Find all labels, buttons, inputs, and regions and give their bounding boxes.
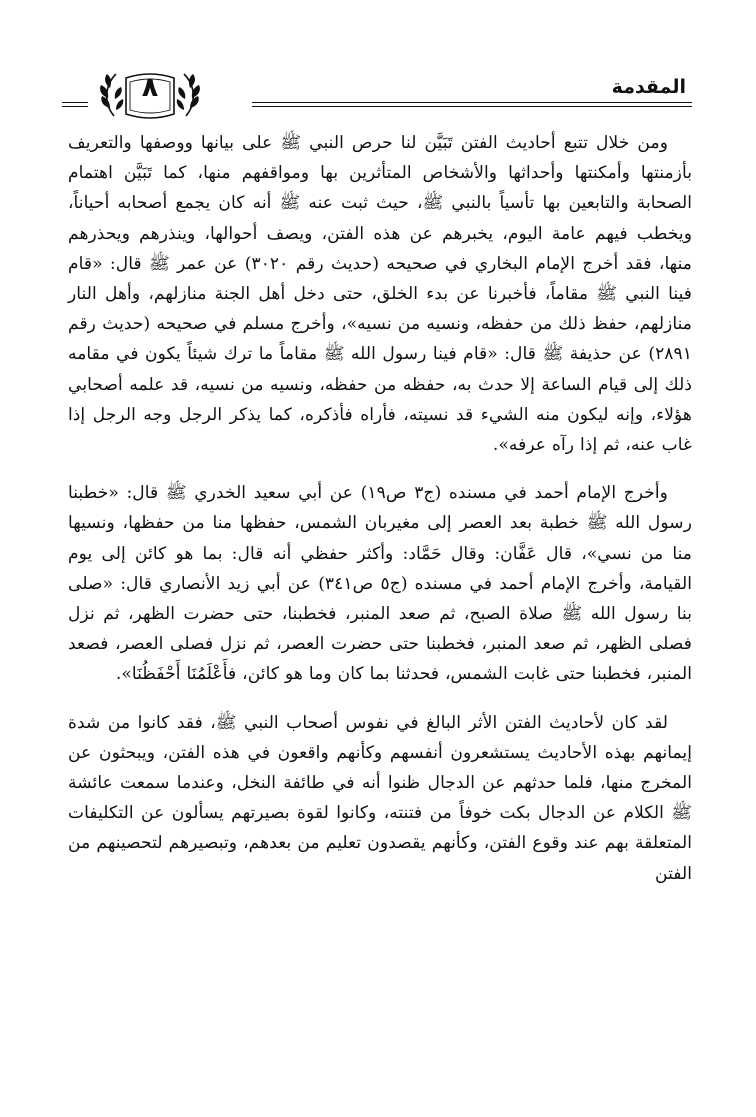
body-paragraph: ومن خلال تتبع أحاديث الفتن تَبَيَّن لنا حرص النبي ﷺ على بيانها ووصفها والتعريف بأزمنتها وأمكنتها وأحداثها والأشخاص المتأثرين بها ومواقفهم منها، كما تَبَيَّن اهتمام الصحابة والتابعين بها تأسياً بالنبي ﷺ، حيث ثبت عنه ﷺ أنه كان يجمع أصحابه أحياناً، ويخطب فيهم عامة اليوم، يخبرهم عن هذه الفتن، ويصف أحوالها، وينذرهم ويحذرهم منها، فقد أخرج الإمام البخاري في صحيحه (حديث رقم ٣٠٢٠) عن عمر ﷺ قال: «قام فينا النبي ﷺ مقاماً، فأخبرنا عن بدء الخلق، حتى دخل أهل الجنة منازلهم، وأهل النار منازلهم، حفظ ذلك من حفظه، ونسيه من نسيه»، وأخرج مسلم في صحيحه (حديث رقم ٢٨٩١) عن حذيفة ﷺ قال: «قام فينا رسول الله ﷺ مقاماً ما ترك شيئاً يكون في مقامه ذلك إلى قيام الساعة إلا حدث به، حفظه من حفظه، ونسيه من نسيه، قد علمه أصحابي هؤلاء، وإنه ليكون منه الشيء قد نسيته، فأراه فأذكره، كما يذكر الرجل وجه الرجل إذا غاب عنه، ثم إذا رآه عرفه».	[68, 133, 692, 456]
body-paragraph: لقد كان لأحاديث الفتن الأثر البالغ في نفوس أصحاب النبي ﷺ، فقد كانوا من شدة إيمانهم بهذه الأحاديث يستشعرون أنفسهم وكأنهم واقعون في هذه الفتن، ويبحثون عن المخرج منها، فلما حدثهم عن الدجال ظنوا أنه في طائفة النخل، وعندما سمعت عائشة ﷺ الكلام عن الدجال بكت خوفاً من فتنته، وكانوا لقوة بصيرتهم يسألون عن التكليفات المتعلقة بهم عند وقوع الفتن، وكأنهم يقصدون تعليم من بعدهم، وتبصيرهم لتحصينهم من الفتن	[68, 712, 692, 884]
body-paragraph: وأخرج الإمام أحمد في مسنده (ج٣ ص١٩) عن أبي سعيد الخدري ﷺ قال: «خطبنا رسول الله ﷺ خطبة بعد العصر إلى مغيربان الشمس، حفظها منا من حفظها، ونسيها منا من نسي»، قال عَفَّان: وقال حَمَّاد: وأكثر حفظي أنه قال: بما هو كائن إلى يوم القيامة، وأخرج الإمام أحمد في مسنده (ج٥ ص٣٤١) عن أبي زيد الأنصاري قال: «صلى بنا رسول الله ﷺ صلاة الصبح، ثم صعد المنبر، فخطبنا، حتى حضرت الظهر، ثم نزل فصلى الظهر، ثم صعد المنبر، فخطبنا حتى حضرت العصر، ثم نزل فصلى العصر، فصعد المنبر، فخطبنا حتى غابت الشمس، فحدثنا بما كان وما هو كائن، فأَعْلَمُنَا أَحْفَظُنَا».	[68, 483, 692, 685]
running-title: المقدمة	[611, 76, 686, 98]
header-rule	[252, 102, 692, 103]
page-header	[62, 62, 692, 124]
header-rule	[252, 106, 692, 107]
page-number: ٨	[141, 72, 159, 103]
header-rule-short	[62, 106, 88, 107]
header-rule-short	[62, 102, 88, 103]
page-body	[68, 128, 692, 889]
